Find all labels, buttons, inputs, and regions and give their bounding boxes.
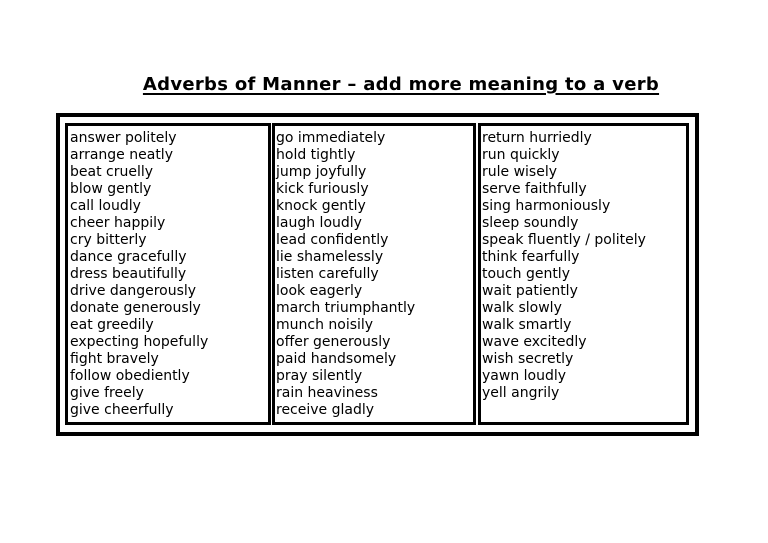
list-item: munch noisily (276, 317, 374, 333)
list-item: eat greedily (70, 317, 154, 333)
list-item: go immediately (276, 130, 386, 146)
list-item: cry bitterly (70, 232, 147, 248)
word-list-2 (275, 126, 473, 419)
list-item: wave excitedly (482, 334, 587, 350)
list-item: answer politely (70, 130, 177, 146)
list-item: march triumphantly (276, 300, 416, 316)
list-item: dress beautifully (70, 266, 187, 282)
list-item: kick furiously (276, 181, 369, 197)
list-item: yawn loudly (482, 368, 567, 384)
list-item: give freely (70, 385, 144, 401)
list-item: dance gracefully (70, 249, 187, 265)
list-item: blow gently (70, 181, 152, 197)
list-item: knock gently (276, 198, 366, 214)
list-item: sleep soundly (482, 215, 579, 231)
list-item: speak fluently / politely (482, 232, 646, 248)
list-item: touch gently (482, 266, 570, 282)
list-item: run quickly (482, 147, 560, 163)
list-item: fight bravely (70, 351, 159, 367)
list-item: hold tightly (276, 147, 356, 163)
list-item: call loudly (70, 198, 141, 214)
list-item: lie shamelessly (276, 249, 384, 265)
list-item: drive dangerously (70, 283, 197, 299)
list-item: think fearfully (482, 249, 580, 265)
list-item: donate generously (70, 300, 201, 316)
list-item: rule wisely (482, 164, 558, 180)
column-2 (272, 123, 476, 425)
list-item: walk smartly (482, 317, 572, 333)
list-item: beat cruelly (70, 164, 154, 180)
column-1 (65, 123, 271, 425)
list-item: laugh loudly (276, 215, 362, 231)
list-item: wait patiently (482, 283, 578, 299)
list-item: give cheerfully (70, 402, 174, 418)
list-item: paid handsomely (276, 351, 397, 367)
list-item: follow obediently (70, 368, 190, 384)
page-title: Adverbs of Manner – add more meaning to a verb (142, 74, 660, 95)
list-item: pray silently (276, 368, 363, 384)
list-item: jump joyfully (276, 164, 367, 180)
list-item: arrange neatly (70, 147, 173, 163)
list-item: lead confidently (276, 232, 389, 248)
list-item: look eagerly (276, 283, 363, 299)
word-list-1 (68, 126, 268, 419)
list-item: cheer happily (70, 215, 166, 231)
list-item: return hurriedly (482, 130, 592, 146)
list-item: sing harmoniously (482, 198, 611, 214)
list-item: listen carefully (276, 266, 379, 282)
word-list-3 (481, 126, 686, 402)
list-item: expecting hopefully (70, 334, 209, 350)
list-item: wish secretly (482, 351, 574, 367)
list-item: serve faithfully (482, 181, 587, 197)
list-item: rain heaviness (276, 385, 378, 401)
list-item: yell angrily (482, 385, 560, 401)
list-item: offer generously (276, 334, 391, 350)
list-item: receive gladly (276, 402, 375, 418)
column-3 (478, 123, 689, 425)
list-item: walk slowly (482, 300, 562, 316)
